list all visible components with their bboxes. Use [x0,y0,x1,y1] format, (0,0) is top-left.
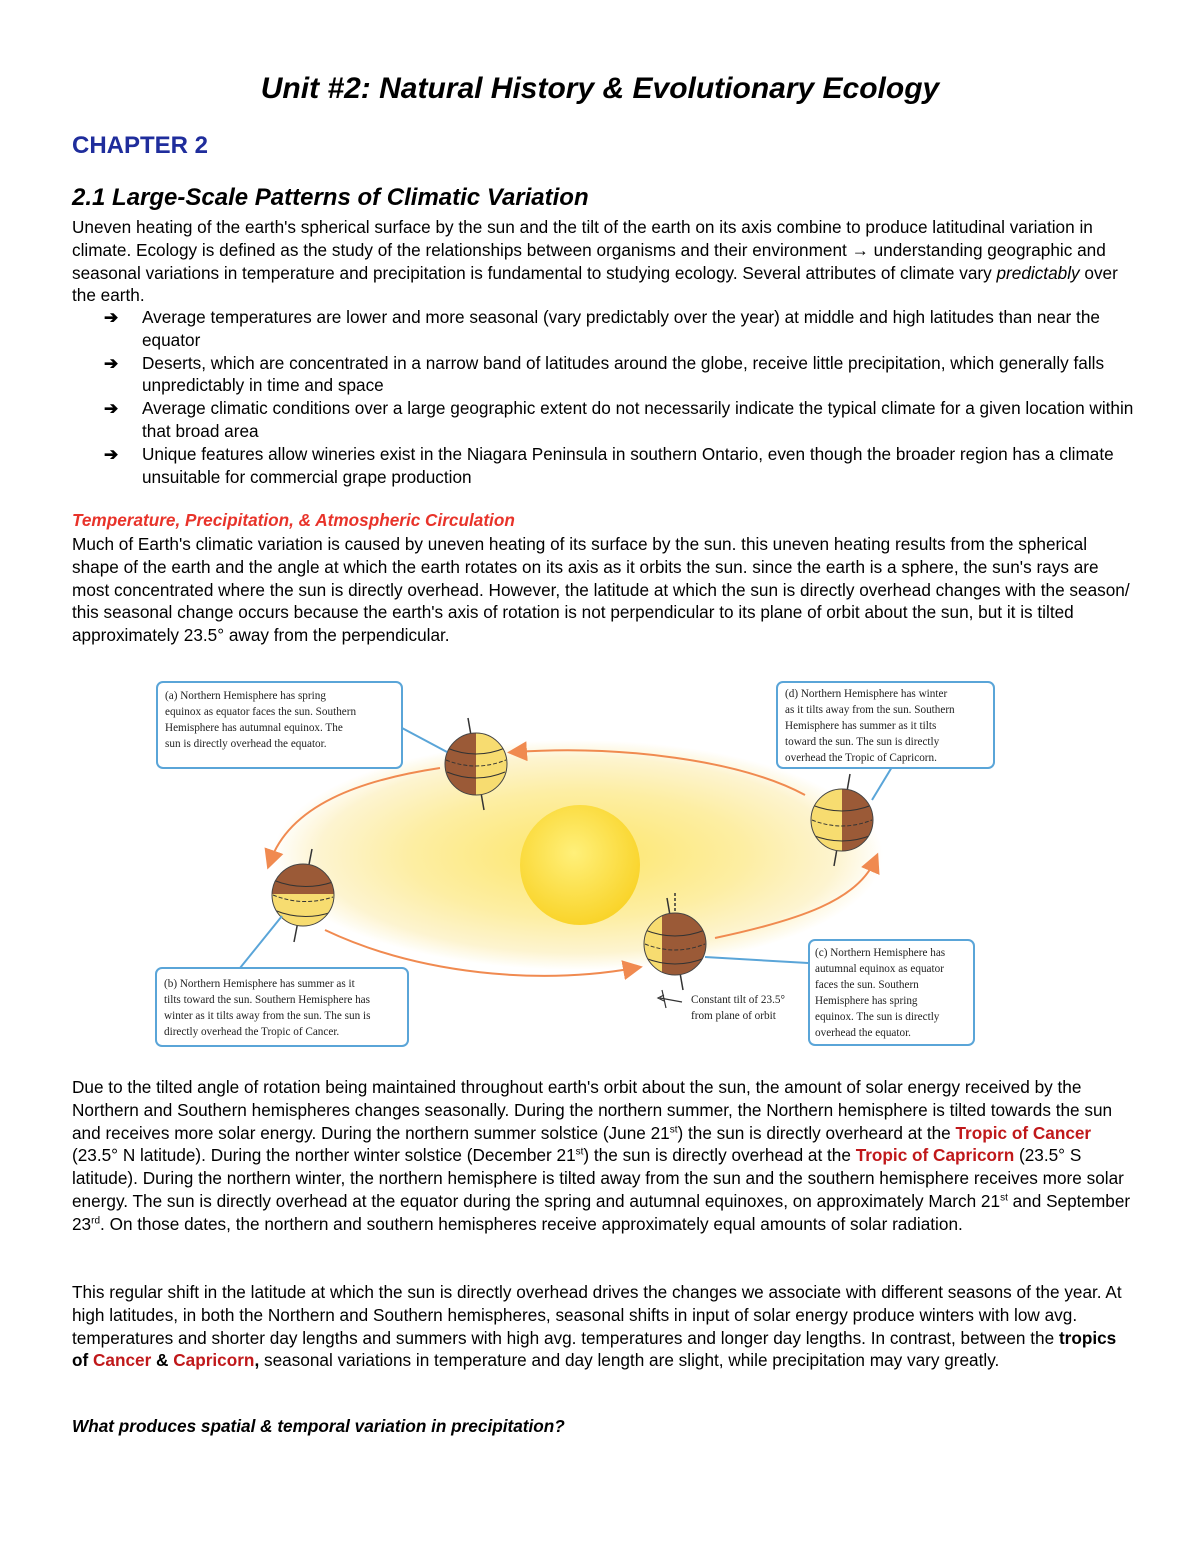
text: . On those dates, the northern and southern hemispheres receive approximately equal amounts of solar radiation. [100,1213,963,1234]
caption-c-line: equinox. The sun is directly [815,1011,940,1023]
list-item [104,443,1136,489]
paragraph-seasons [72,1076,1134,1236]
paragraph-tilt: Much of Earth's climatic variation is caused by uneven heating of its surface by the sun. this uneven heating results from the spherical shape of the earth and the angle at which the earth rotates on its axis as it orbits the sun. since the earth is a sphere, the sun's rays are most concentrated where the sun is directly overhead. However, the latitude at which the sun is directly overhead changes with the season/ this seasonal change occurs because the earth's axis of rotation is not perpendicular to its plane of orbit about the sun, but it is tilted approximately 23.5° away from the perpendicular. [72,534,1130,646]
paragraph-latitude [72,1281,1134,1372]
caption-c-line: faces the sun. Southern [815,979,919,991]
caption-a-line: sun is directly overhead the equator. [165,738,327,750]
subheading: Temperature, Precipitation, & Atmospheric Circulation [72,510,515,530]
arrow-right-icon: ➔ [104,307,119,327]
list-item [104,352,1136,398]
text: ) the sun is directly overhead at the [583,1145,856,1166]
caption-b-line: (b) Northern Hemisphere has summer as it [164,978,355,990]
superscript: st [669,1123,678,1135]
caption-d-line: toward the sun. The sun is directly [785,736,940,748]
caption-a-line: equinox as equator faces the sun. Southern [165,706,357,718]
caption-b-line: directly overhead the Tropic of Cancer. [164,1026,340,1038]
capricorn-label: Capricorn [173,1350,255,1371]
text: (23.5° S latitude). During the northern winter, the northern hemisphere is tilted away from the sun and the southern hemisphere receives more solar energy. The sun is directly overhead at the equator during the spring and autumnal equinoxes, on approximately March 21 [72,1145,1124,1211]
unit-title: Unit #2: Natural History & Evolutionary Ecology [260,72,940,105]
cancer-label: Cancer [93,1350,152,1371]
section-heading: 2.1 Large-Scale Patterns of Climatic Variation [72,184,589,211]
orbit-seasons-figure [150,676,1000,1054]
text: seasonal variations in temperature and day length are slight, while precipitation may vary greatly. [259,1350,1000,1371]
list-item [104,306,1136,352]
callout-line [240,916,282,968]
callout-line [872,767,892,800]
text: ) the sun is directly overheard at the [677,1122,956,1143]
list-item [104,397,1136,443]
arrow-right-icon: ➔ [104,443,119,464]
intro-paragraph [72,216,1134,307]
tilt-note-line: Constant tilt of 23.5° [691,994,785,1006]
caption-b-line: winter as it tilts away from the sun. The sun is [164,1010,371,1022]
superscript: st [575,1146,584,1158]
sun-icon [520,805,640,925]
tropic-of-cancer: Tropic of Cancer [955,1122,1092,1143]
bullet-list [104,306,1136,488]
text: and September 23 [72,1190,1131,1234]
caption-d-line: Hemisphere has summer as it tilts [785,720,937,732]
intro-text-before: Uneven heating of the earth's spherical surface by the sun and the tilt of the earth on its axis combine to produce latitudinal variation in climate. Ecology is defined as the study of the relationships between organisms and their environment [72,217,1093,260]
bullet-text: Unique features allow wineries exist in the Niagara Peninsula in southern Ontario, even though the broader region has a climate unsuitable for commercial grape production [142,443,1114,487]
intro-text-mid: understanding geographic and seasonal variations in temperature and precipitation is fundamental to studying ecology. Several attributes of climate vary [72,239,1106,283]
arrow-icon: → [851,239,869,260]
chapter-heading: CHAPTER 2 [72,132,209,159]
caption-c-line: Hemisphere has spring [815,995,918,1007]
caption-a-line: (a) Northern Hemisphere has spring [165,690,326,702]
text: Due to the tilted angle of rotation being maintained throughout earth's orbit about the sun, the amount of solar energy received by the Northern and Southern hemispheres changes seasonally. During the northern summer, the Northern hemisphere is tilted towards the sun and receives more solar energy. During the northern summer solstice (June 21 [72,1077,1113,1143]
ampersand: & [151,1350,174,1371]
caption-b-line: tilts toward the sun. Southern Hemisphere has [164,994,371,1006]
text: (23.5° N latitude). During the norther winter solstice (December 21 [72,1145,576,1166]
caption-d-line: (d) Northern Hemisphere has winter [785,688,948,700]
callout-line [705,957,808,963]
tropics-label: tropics of [72,1327,1117,1371]
question-heading: What produces spatial & temporal variation in precipitation? [72,1416,565,1436]
caption-c-line: autumnal equinox as equator [815,963,944,975]
superscript: st [1000,1192,1008,1204]
bullet-text: Average climatic conditions over a large geographic extent do not necessarily indicate the typical climate for a given location within that broad area [142,398,1134,441]
caption-d-line: as it tilts away from the sun. Southern [785,704,955,716]
superscript: rd [91,1215,101,1227]
caption-c-line: (c) Northern Hemisphere has [815,947,946,959]
caption-c-line: overhead the equator. [815,1027,911,1039]
tilt-angle-icon [658,990,682,1008]
tilt-note-line: from plane of orbit [691,1010,776,1022]
text: This regular shift in the latitude at which the sun is directly overhead drives the changes we associate with different seasons of the year. At high latitudes, in both the Northern and Southern hemispheres, seasonal shifts in input of solar energy produce winters with low avg. temperatures and shorter day lengths and summers with high avg. temperatures and longer day lengths. In contrast, between the [72,1282,1122,1348]
intro-text-after: over the earth. [72,262,1118,306]
tropic-of-capricorn: Tropic of Capricorn [855,1145,1015,1166]
arrow-right-icon: ➔ [104,352,119,373]
comma: , [254,1350,260,1371]
bullet-text: Average temperatures are lower and more seasonal (vary predictably over the year) at middle and high latitudes than near the equator [142,307,1100,350]
arrow-right-icon: ➔ [104,398,119,419]
bullet-text: Deserts, which are concentrated in a narrow band of latitudes around the globe, receive little precipitation, which generally falls unpredictably in time and space [142,352,1105,396]
caption-d-line: overhead the Tropic of Capricorn. [785,752,937,764]
caption-a-line: Hemisphere has autumnal equinox. The [165,722,343,734]
callout-line [402,728,447,752]
intro-emphasis: predictably [996,262,1080,283]
